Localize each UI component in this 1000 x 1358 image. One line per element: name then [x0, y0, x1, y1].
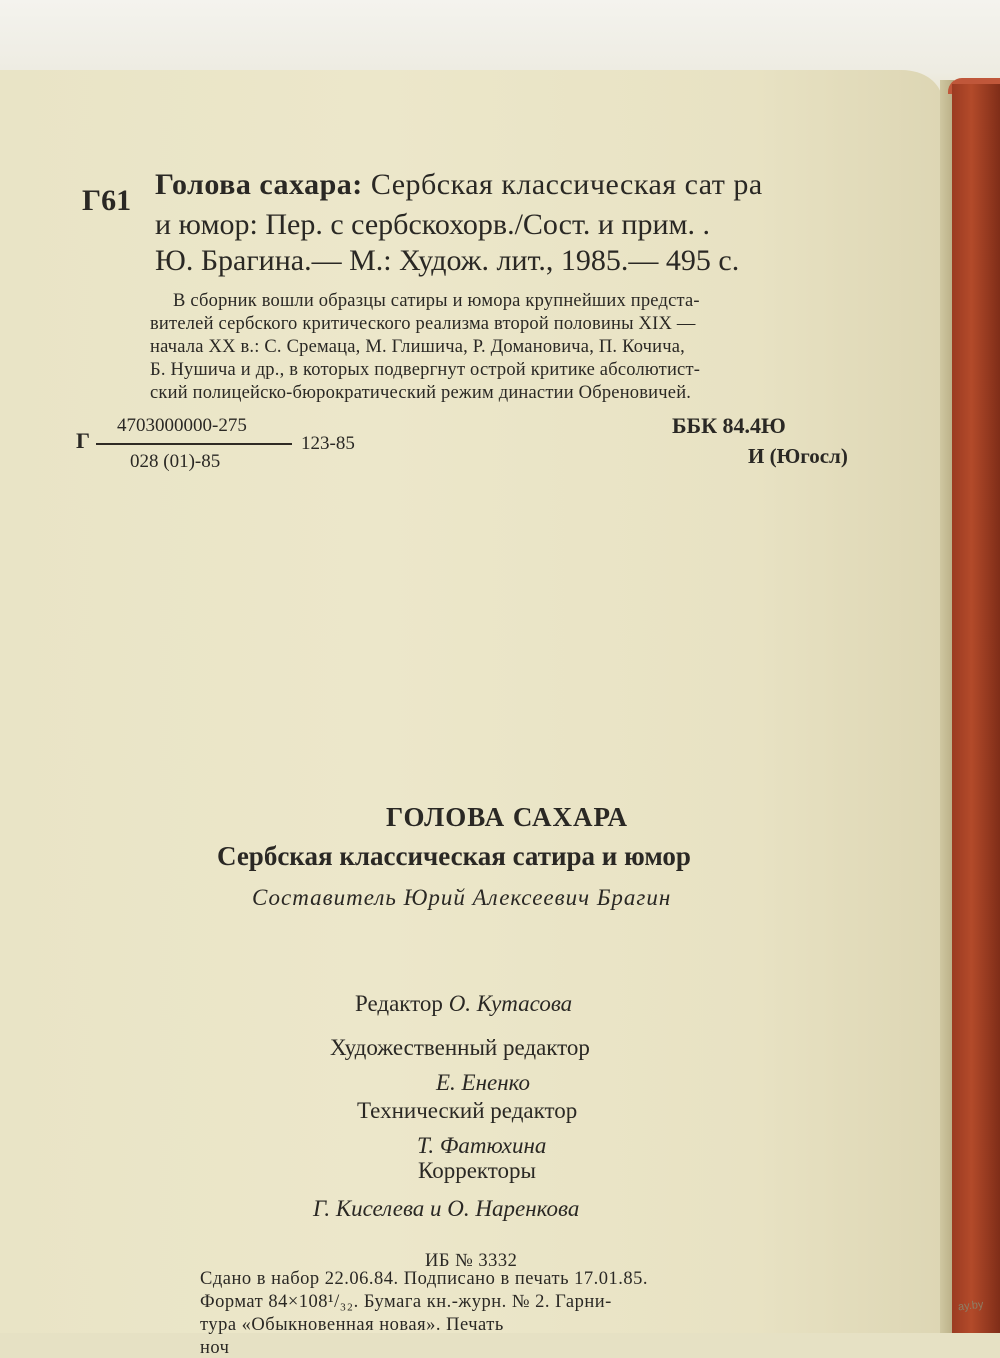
bib-line-1: [155, 170, 763, 200]
code-numerator: 4703000000-275: [117, 415, 247, 436]
editor-line: [355, 992, 572, 1015]
tech-editor-label: Технический редактор: [357, 1098, 578, 1123]
annotation-line-1: В сборник вошли образцы сатиры и юмора крупнейших предста-: [173, 291, 700, 311]
editor-name: О. Кутасова: [448, 991, 573, 1016]
proofreaders-label: Корректоры: [418, 1158, 536, 1183]
bib-line-3: Ю. Брагина.— М.: Худож. лит., 1985.— 495 с.: [155, 244, 740, 277]
bib-line-1-rest: Сербская классическая сат ра: [370, 168, 763, 201]
bib-title: Голова сахара:: [155, 168, 363, 201]
imprint-line-3: тура «Обыкновенная новая». Печать: [200, 1315, 504, 1335]
annotation-line-5: ский полицейско-бюрократический режим династии Обреновичей.: [150, 383, 692, 403]
bbk-code: ББК 84.4Ю: [672, 413, 786, 438]
imprint-line-2: Формат 84×108¹/₃₂. Бумага кн.-журн. № 2. Гарни-: [200, 1292, 612, 1312]
imprint-line-1: Сдано в набор 22.06.84. Подписано в печать 17.01.85.: [200, 1269, 649, 1289]
annotation-line-2: вителей сербского критического реализма второй половины XIX —: [150, 314, 696, 334]
proofreaders-names: Г. Киселева и О. Наренкова: [313, 1196, 580, 1221]
bbk-subcode: И (Югосл): [748, 444, 848, 468]
book-cover-spine: [952, 84, 1000, 1333]
code-denominator: 028 (01)-85: [130, 451, 221, 472]
art-editor-label: Художественный редактор: [330, 1035, 590, 1060]
code-letter: Г: [76, 428, 90, 453]
annotation-line-3: начала XX в.: С. Сремаца, М. Глишича, Р. Домановича, П. Кочича,: [150, 337, 686, 357]
book-title: ГОЛОВА САХАРА: [386, 802, 629, 832]
catalog-index: Г61: [82, 184, 132, 217]
bib-line-2: и юмор: Пер. с сербскохорв./Сост. и прим. .: [155, 208, 710, 241]
fraction-line: [96, 443, 292, 445]
watermark-text: ay.by: [957, 1298, 985, 1314]
editor-label: Редактор: [355, 991, 443, 1016]
book-subtitle: Сербская классическая сатира и юмор: [217, 841, 691, 871]
imprint-ib: ИБ № 3332: [425, 1251, 518, 1271]
tech-editor-name: Т. Фатюхина: [417, 1133, 547, 1158]
compiler-line: Составитель Юрий Алексеевич Брагин: [252, 885, 672, 910]
annotation-line-4: Б. Нушича и др., в которых подвергнут острой критике абсолютист-: [150, 360, 701, 380]
art-editor-name: Е. Ененко: [436, 1070, 531, 1095]
code-right: 123-85: [301, 433, 355, 454]
imprint-line-4: ноч: [200, 1338, 230, 1358]
